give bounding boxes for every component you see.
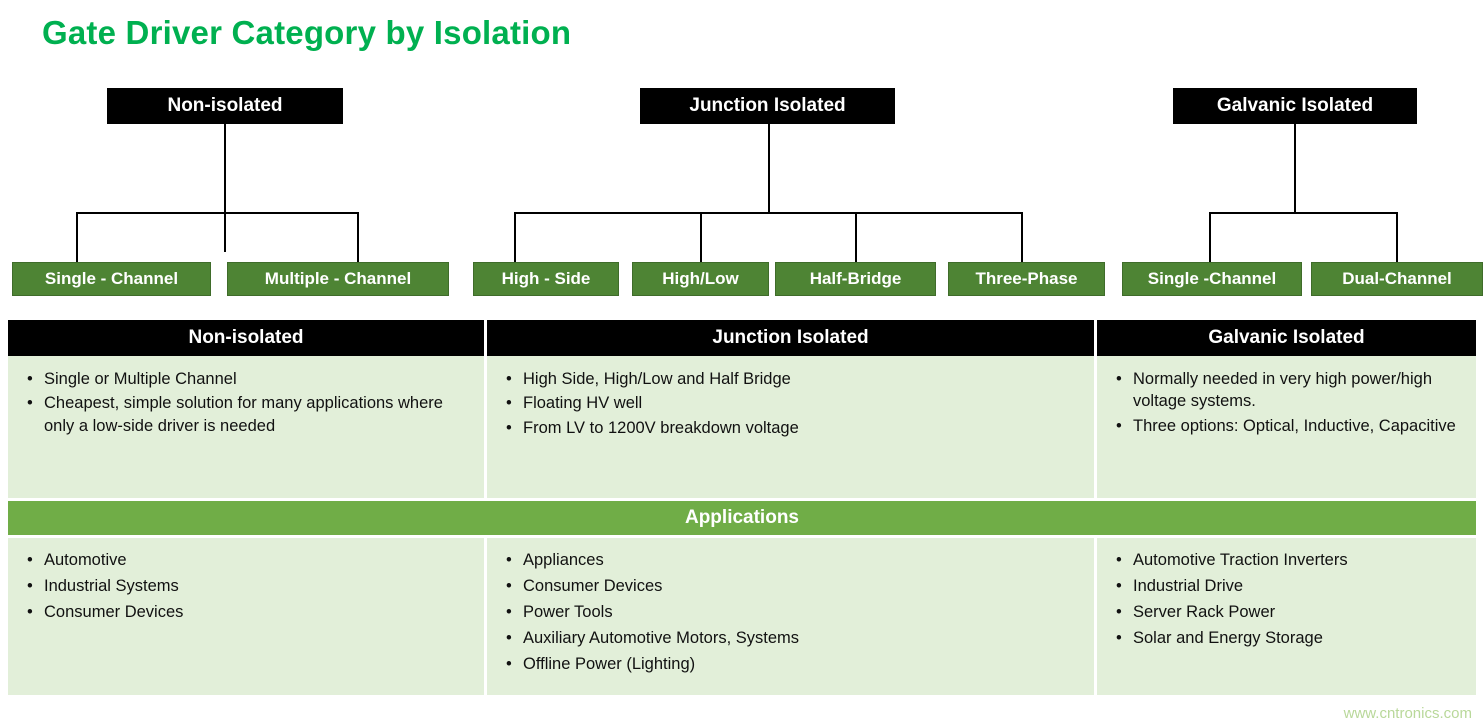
connector-line: [855, 212, 857, 262]
connector-line: [76, 212, 359, 214]
bullet-list: [24, 549, 468, 625]
tree-leaf-dual-channel[interactable]: Dual-Channel: [1311, 262, 1483, 296]
connector-line: [357, 212, 359, 262]
tree-leaf-multiple-channel[interactable]: Multiple - Channel: [227, 262, 449, 296]
list-item: • Offline Power (Lighting): [503, 653, 1078, 677]
bullet-list: [1113, 549, 1460, 651]
list-item: • Automotive: [24, 549, 468, 573]
bullet-list: [503, 368, 1078, 439]
connector-line: [1209, 212, 1398, 214]
list-item: • Solar and Energy Storage: [1113, 627, 1460, 651]
table-cell-non-isolated-apps: [8, 538, 487, 695]
connector-line: [1294, 124, 1296, 214]
bullet-list: [503, 549, 1078, 677]
table-header-non-isolated: Non-isolated: [8, 320, 487, 356]
list-item: • Consumer Devices: [24, 601, 468, 625]
list-item: • Industrial Drive: [1113, 575, 1460, 599]
tree-leaf-single-channel-galvanic[interactable]: Single -Channel: [1122, 262, 1302, 296]
table-description-row: [8, 356, 1476, 498]
list-item: • Normally needed in very high power/high voltage systems.: [1113, 368, 1460, 413]
tree-header-galvanic-isolated[interactable]: Galvanic Isolated: [1173, 88, 1417, 124]
tree-leaf-high-low[interactable]: High/Low: [632, 262, 769, 296]
table-cell-galvanic-isolated-apps: [1097, 538, 1476, 695]
table-applications-row: [8, 538, 1476, 695]
connector-line: [1021, 212, 1023, 262]
page-title: Gate Driver Category by Isolation: [42, 14, 572, 51]
connector-line: [768, 124, 770, 214]
tree-leaf-single-channel[interactable]: Single - Channel: [12, 262, 211, 296]
table-header-junction-isolated: Junction Isolated: [487, 320, 1097, 356]
connector-line: [1209, 212, 1211, 262]
bullet-list: [24, 368, 468, 437]
tree-header-non-isolated[interactable]: Non-isolated: [107, 88, 343, 124]
connector-line: [1396, 212, 1398, 262]
table-header-galvanic-isolated: Galvanic Isolated: [1097, 320, 1476, 356]
list-item: • Appliances: [503, 549, 1078, 573]
table-cell-galvanic-isolated-desc: [1097, 356, 1476, 498]
hierarchy-diagram: [0, 80, 1484, 305]
table-cell-junction-isolated-desc: [487, 356, 1097, 498]
list-item: • Single or Multiple Channel: [24, 368, 468, 390]
list-item: • Industrial Systems: [24, 575, 468, 599]
list-item: • Power Tools: [503, 601, 1078, 625]
bullet-list: [1113, 368, 1460, 437]
comparison-table: [8, 320, 1476, 695]
watermark: www.cntronics.com: [1343, 705, 1472, 722]
connector-line: [224, 124, 226, 252]
list-item: • Consumer Devices: [503, 575, 1078, 599]
list-item: • Automotive Traction Inverters: [1113, 549, 1460, 573]
table-cell-junction-isolated-apps: [487, 538, 1097, 695]
list-item: • Auxiliary Automotive Motors, Systems: [503, 627, 1078, 651]
connector-line: [514, 212, 516, 262]
tree-leaf-high-side[interactable]: High - Side: [473, 262, 619, 296]
list-item: • Server Rack Power: [1113, 601, 1460, 625]
tree-leaf-three-phase[interactable]: Three-Phase: [948, 262, 1105, 296]
applications-band: Applications: [8, 501, 1476, 535]
list-item: • Cheapest, simple solution for many applications where only a low-side driver is needed: [24, 392, 468, 437]
list-item: • From LV to 1200V breakdown voltage: [503, 417, 1078, 439]
list-item: • Floating HV well: [503, 392, 1078, 414]
connector-line: [700, 212, 702, 262]
tree-header-junction-isolated[interactable]: Junction Isolated: [640, 88, 895, 124]
table-cell-non-isolated-desc: [8, 356, 487, 498]
connector-line: [514, 212, 1021, 214]
list-item: • High Side, High/Low and Half Bridge: [503, 368, 1078, 390]
connector-line: [76, 212, 78, 262]
tree-leaf-half-bridge[interactable]: Half-Bridge: [775, 262, 936, 296]
list-item: • Three options: Optical, Inductive, Capacitive: [1113, 415, 1460, 437]
table-header-row: [8, 320, 1476, 356]
